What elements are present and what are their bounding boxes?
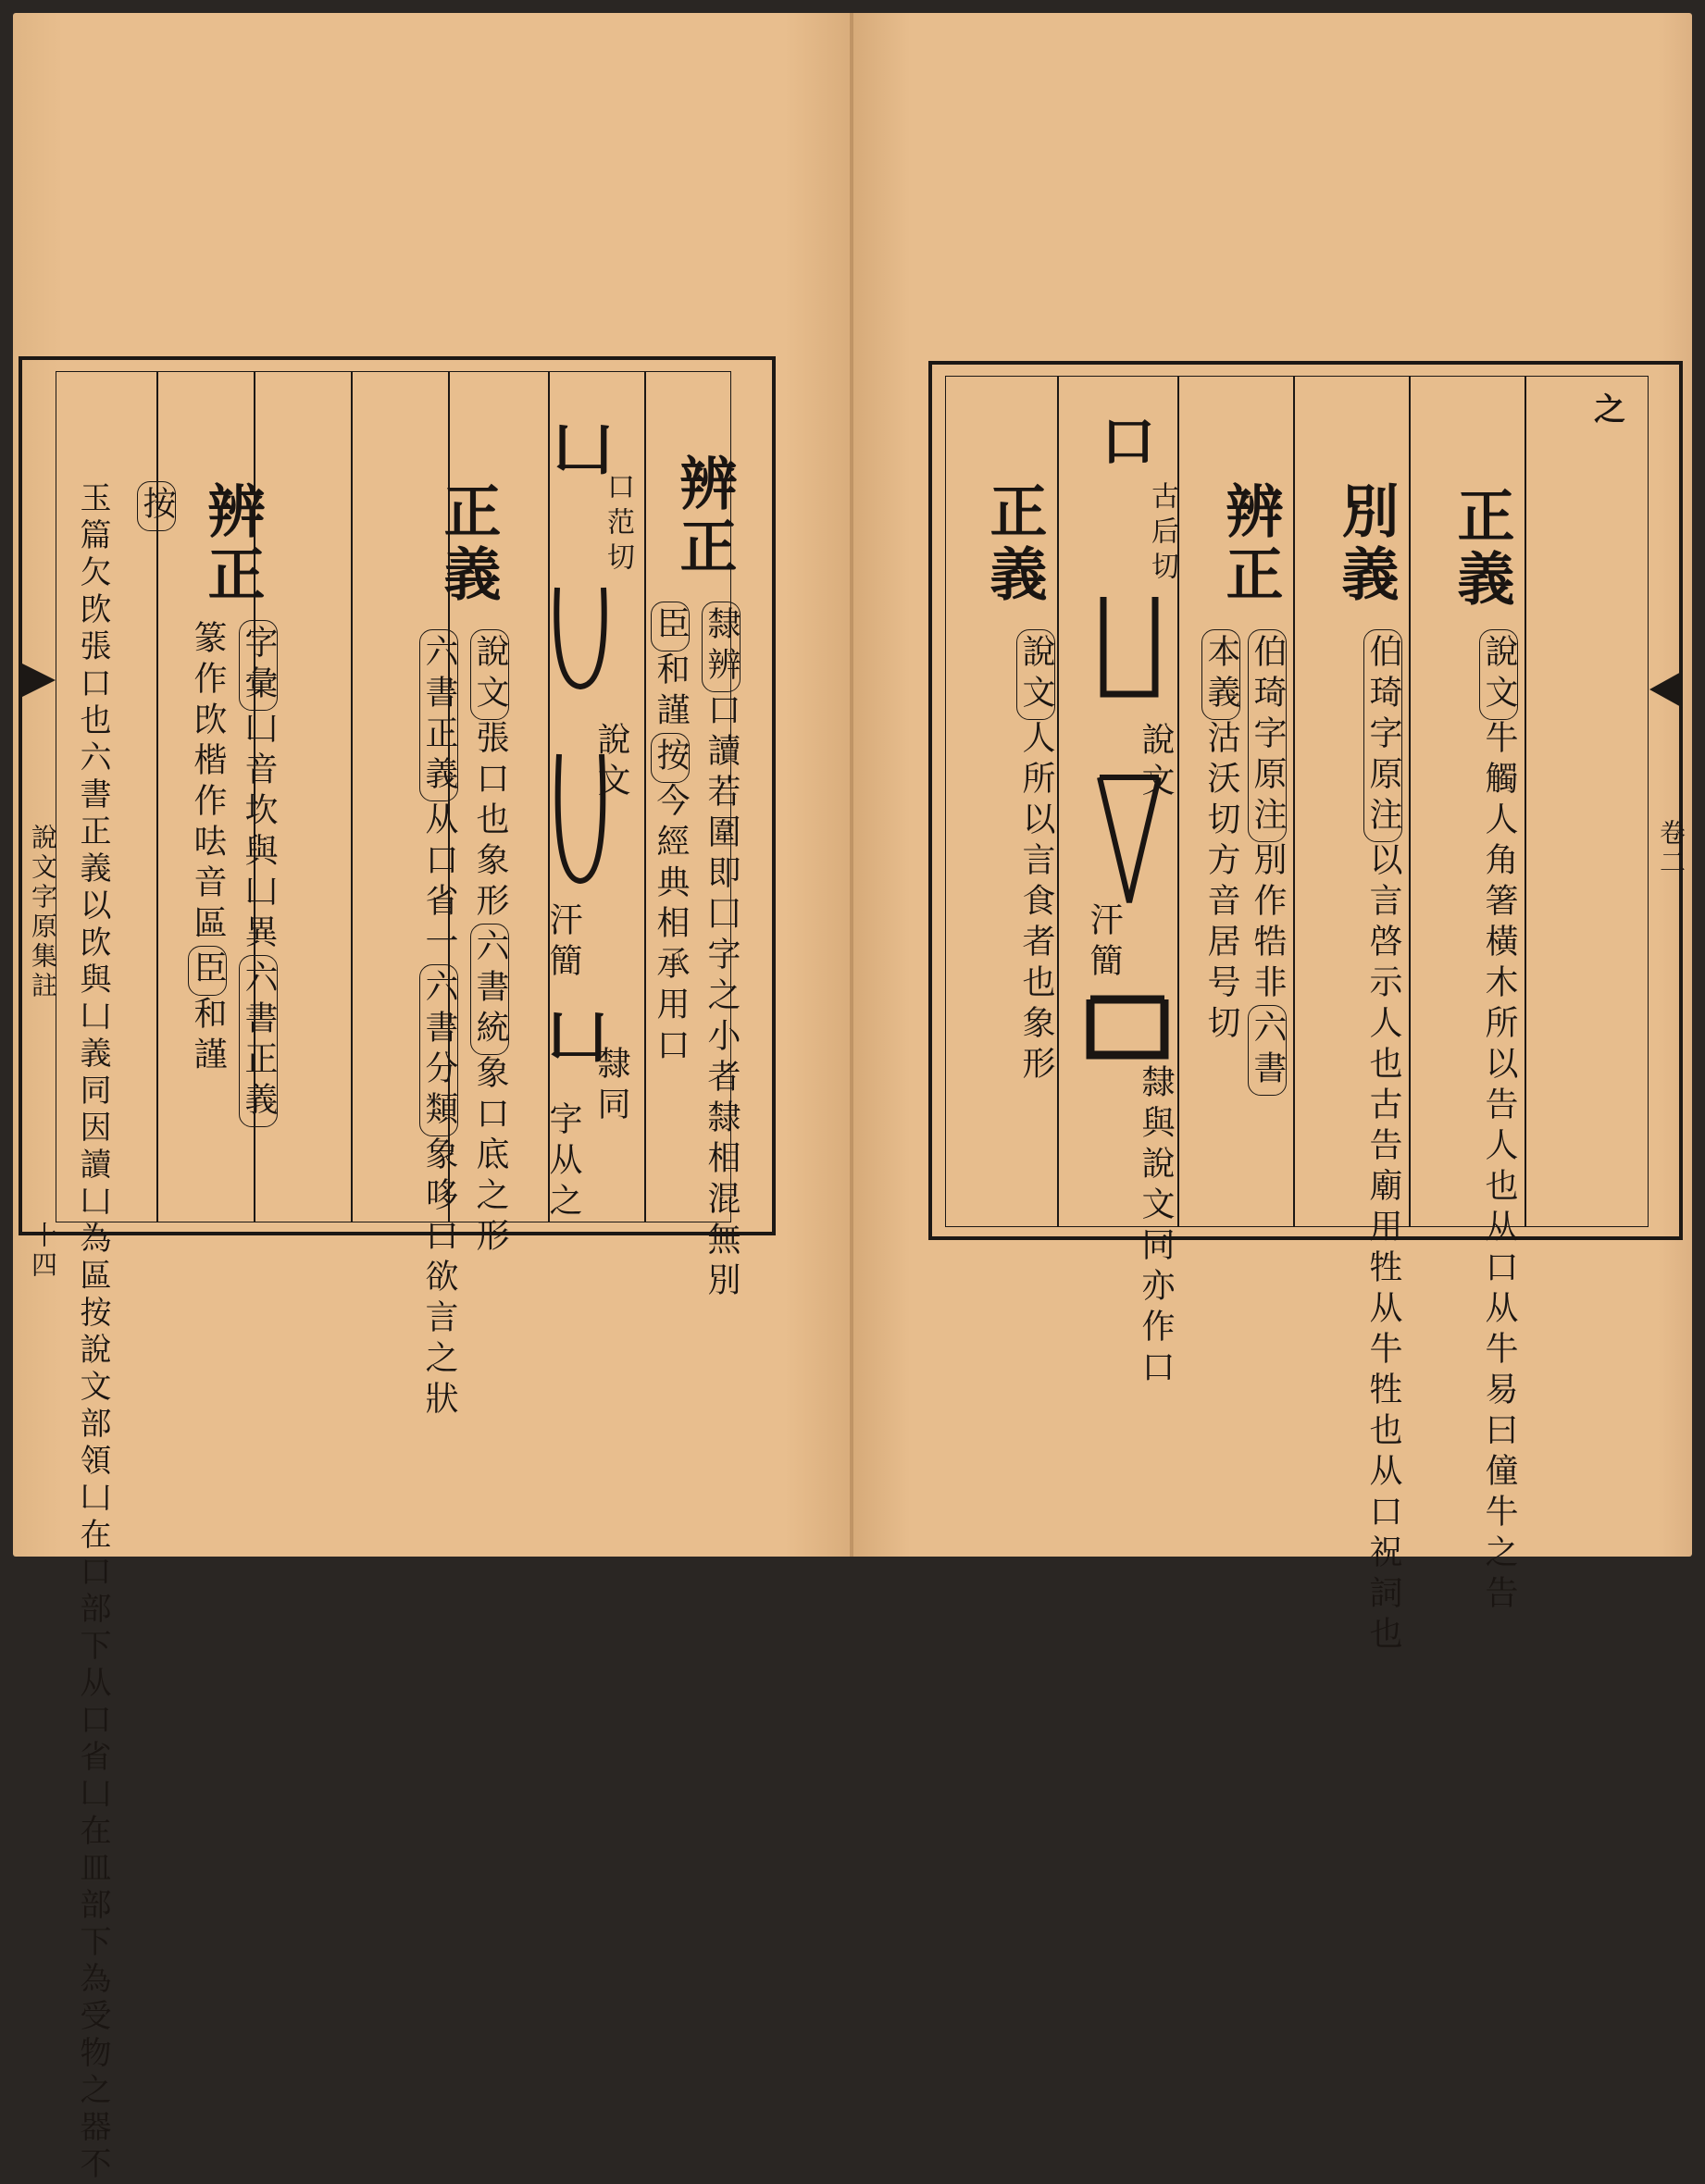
left-col4b-text bbox=[190, 620, 227, 1286]
right-col4-hanjian: 汗簡 bbox=[1085, 902, 1123, 984]
left-col4-head: 辨正 bbox=[198, 481, 266, 607]
left-col2-lishu: 隸同 bbox=[592, 1046, 630, 1127]
right-col1-head: 正義 bbox=[1448, 486, 1515, 612]
left-col5-text bbox=[139, 481, 176, 1286]
text-seg: 人所以言食者也象形 bbox=[1017, 720, 1055, 1086]
text-seg: 凵音坎與凵異 bbox=[240, 711, 278, 955]
left-col1-text bbox=[703, 602, 740, 1305]
left-col4-text bbox=[241, 620, 278, 1286]
left-col2-shuowen: 說文 bbox=[592, 722, 630, 803]
left-col3b-text bbox=[420, 629, 458, 1421]
boxed-ref: 說文 bbox=[1016, 629, 1055, 720]
right-col4-reading: 古后切 bbox=[1146, 481, 1178, 587]
boxed-ref: 六書正義 bbox=[419, 629, 458, 801]
text-seg: 沽沃切方音居号切 bbox=[1202, 720, 1240, 1046]
boxed-ref: 說文 bbox=[470, 629, 509, 720]
boxed-ref: 臣 bbox=[188, 946, 227, 996]
clerical-glyph-kou bbox=[1081, 990, 1174, 1064]
boxed-ref: 本義 bbox=[1201, 629, 1240, 720]
text-seg: 張口也象形 bbox=[471, 720, 509, 924]
page-number: 十四 bbox=[28, 1222, 58, 1281]
text-seg: 象哆口欲言之狀 bbox=[420, 1136, 458, 1421]
left-col2-zi: 字从之 bbox=[544, 1101, 582, 1223]
text-seg: 牛觸人角箸橫木所以告人也从口从牛易曰僮牛之告 bbox=[1480, 720, 1518, 1616]
boxed-ref: 伯琦字原注 bbox=[1363, 629, 1402, 842]
book-gutter bbox=[850, 13, 853, 1557]
right-col4-shuowen: 說文 bbox=[1137, 722, 1175, 803]
seal-glyph-kan: 凵 bbox=[554, 416, 613, 485]
text-seg: 別作牿非 bbox=[1249, 842, 1287, 1005]
right-col5-head: 正義 bbox=[980, 481, 1048, 607]
text-seg: 从口省一 bbox=[420, 801, 458, 964]
text-seg: 篆作㰝楷作呿音區 bbox=[189, 620, 227, 946]
seal-glyph-kou-1 bbox=[1092, 592, 1166, 703]
boxed-ref: 六書分類 bbox=[419, 964, 458, 1136]
text-seg: 今經典相承用口 bbox=[652, 783, 690, 1068]
text-seg: 和謹 bbox=[652, 651, 690, 733]
right-col3b-text bbox=[1203, 629, 1240, 1222]
boxed-ref: 六書正義 bbox=[239, 955, 278, 1127]
left-col2-reading: 口范切 bbox=[602, 472, 634, 577]
boxed-ref: 六書 bbox=[1248, 1005, 1287, 1096]
text-seg: 口讀若圍即囗字之小者隸相混無別 bbox=[703, 692, 740, 1303]
left-col6-text bbox=[74, 481, 111, 2184]
clerical-glyph-kan: 凵 bbox=[548, 1003, 607, 1073]
boxed-ref: 按 bbox=[137, 481, 176, 531]
left-col3-head: 正義 bbox=[434, 481, 502, 607]
right-col1-text bbox=[1480, 629, 1518, 1616]
left-col1b-text bbox=[653, 602, 690, 1305]
boxed-ref: 按 bbox=[651, 733, 690, 783]
boxed-ref: 隸辨 bbox=[702, 602, 740, 692]
right-col3-text bbox=[1250, 629, 1287, 1222]
right-col5-text bbox=[1017, 629, 1055, 1086]
right-col3-head: 辨正 bbox=[1216, 481, 1284, 607]
right-col2-text bbox=[1364, 629, 1402, 1657]
text-seg: 以言啓示人也古告廟用牲从牛牲也从口祝詞也 bbox=[1364, 842, 1402, 1657]
seal-glyph-u1 bbox=[548, 583, 613, 694]
seal-glyph-kou: 口 bbox=[1101, 410, 1156, 473]
text-seg: 玉篇欠㰝張口也六書正義以㰝與凵義同因讀凵為區按說文部領凵在口部下从口省凵在皿部下為受物之器不 bbox=[74, 481, 111, 2184]
right-col2-head: 別義 bbox=[1332, 481, 1400, 607]
boxed-ref: 說文 bbox=[1479, 629, 1518, 720]
volume-label: 卷二 bbox=[1656, 819, 1686, 878]
left-col2-hanjian: 汗簡 bbox=[544, 902, 582, 984]
left-col3-text bbox=[472, 629, 509, 1277]
top-char: 之 bbox=[1594, 391, 1625, 428]
boxed-ref: 六書統 bbox=[470, 924, 509, 1055]
text-seg: 象口底之形 bbox=[471, 1055, 509, 1259]
boxed-ref: 臣 bbox=[651, 602, 690, 651]
left-col1-head: 辨正 bbox=[670, 453, 738, 579]
text-seg: 和謹 bbox=[189, 996, 227, 1077]
boxed-ref: 字彙 bbox=[239, 620, 278, 711]
boxed-ref: 伯琦字原注 bbox=[1248, 629, 1287, 842]
right-col4-lishu: 隸與說文同亦作口 bbox=[1137, 1064, 1175, 1390]
book-title-margin: 說文字原集註 bbox=[28, 824, 58, 1001]
